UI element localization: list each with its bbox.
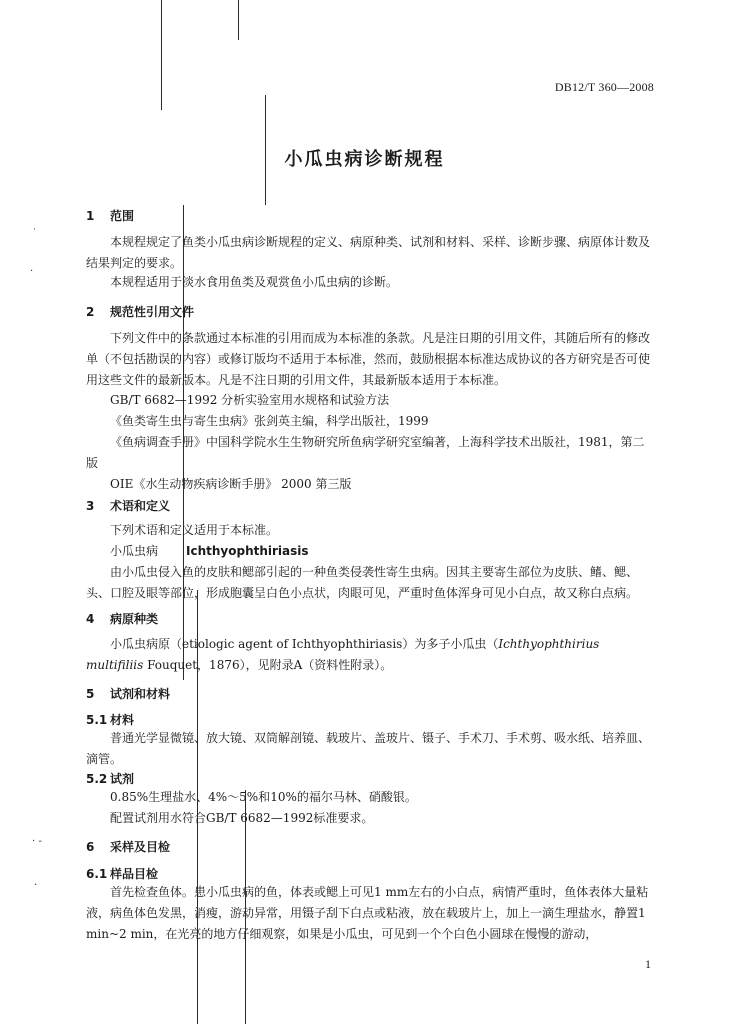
scan-speck: · - xyxy=(32,836,42,847)
section-number: 4 xyxy=(86,612,95,626)
subsection-number: 5.1 xyxy=(86,713,108,727)
subsection-number: 5.2 xyxy=(86,772,108,786)
section-title: 试剂和材料 xyxy=(110,687,171,701)
species-name: Ichthyophthirius multifiliis xyxy=(86,637,600,672)
section-2-paragraph-1: 下列文件中的条款通过本标准的引用而成为本标准的条款。凡是注日期的引用文件，其随后所有的修改单（不包括勘误的内容）或修订版均不适用于本标准，然而，鼓励根据本标准达成协议的各方研究是否可使用这些文件的最新版本。凡是不注日期的引用文件，其最新版本适用于本标准。 xyxy=(86,331,651,387)
subsection-title: 样品目检 xyxy=(110,867,159,881)
scan-speck: ˙ xyxy=(32,228,37,239)
section-number: 5 xyxy=(86,687,95,701)
section-5-2-paragraph-1: 0.85%生理盐水、4%～5%和10%的福尔马林、硝酸银。 xyxy=(110,790,417,804)
scan-speck: · xyxy=(34,880,38,891)
reference-item: OIE《水生动物疾病诊断手册》 2000 第三版 xyxy=(110,477,352,491)
term-english: Ichthyophthiriasis xyxy=(186,544,309,558)
section-1-heading xyxy=(86,207,134,224)
section-3-paragraph-1: 下列术语和定义适用于本标准。 xyxy=(110,523,279,537)
section-number: 6 xyxy=(86,840,95,854)
subsection-title: 材料 xyxy=(110,713,135,727)
section-5-heading xyxy=(86,685,170,702)
section-3-heading xyxy=(86,497,170,514)
section-title: 规范性引用文件 xyxy=(110,305,195,319)
document-title: 小瓜虫病诊断规程 xyxy=(284,149,445,170)
section-3-paragraph-2: 由小瓜虫侵入鱼的皮肤和鳃部引起的一种鱼类侵袭性寄生虫病。因其主要寄生部位为皮肤、鳍、鳃、头、口腔及眼等部位，形成胞囊呈白色小点状，肉眼可见，严重时鱼体浑身可见小白点，故又称白点病。 xyxy=(86,565,639,600)
document-code: DB12/T 360—2008 xyxy=(554,80,654,94)
section-5-2-heading xyxy=(86,770,134,787)
section-title: 病原种类 xyxy=(110,612,159,626)
scan-line xyxy=(161,0,162,110)
section-1-paragraph-2: 本规程适用于淡水食用鱼类及观赏鱼小瓜虫病的诊断。 xyxy=(110,275,399,289)
section-6-heading xyxy=(86,838,170,855)
pathogen-text-cont: Fouquet，1876），见附录A（资料性附录）。 xyxy=(143,658,393,672)
section-1-paragraph-1: 本规程规定了鱼类小瓜虫病诊断规程的定义、病原种类、试剂和材料、采样、诊断步骤、病原体计数及结果判定的要求。 xyxy=(86,235,651,270)
section-5-2-paragraph-2: 配置试剂用水符合GB/T 6682—1992标准要求。 xyxy=(110,811,374,825)
section-title: 范围 xyxy=(110,209,135,223)
section-2-heading xyxy=(86,303,194,320)
section-number: 2 xyxy=(86,305,95,319)
reference-item: GB/T 6682—1992 分析实验室用水规格和试验方法 xyxy=(110,393,390,407)
page-number: 1 xyxy=(645,957,651,971)
section-6-1-paragraph: 首先检查鱼体。患小瓜虫病的鱼，体表或鳃上可见1 mm左右的小白点，病情严重时，鱼体表体大量粘液，病鱼体色发黑，消瘦，游动异常，用镊子刮下白点或粘液，放在载玻片上，加上一滴生理盐水，静置1 min~2 min，在光亮的地方仔细观察，如果是小瓜虫，可见到一个个白色小圆球在慢慢的游动， xyxy=(86,885,649,941)
reference-item: 《鱼类寄生虫与寄生虫病》张剑英主编，科学出版社，1999 xyxy=(110,414,429,428)
section-number: 1 xyxy=(86,209,95,223)
term-chinese: 小瓜虫病 xyxy=(110,544,159,558)
scan-speck: · xyxy=(30,266,34,277)
pathogen-text: 小瓜虫病原（etiologic agent of Ichthyophthiriasis）为多子小瓜虫（ xyxy=(110,637,499,651)
subsection-number: 6.1 xyxy=(86,867,108,881)
term-entry xyxy=(86,541,654,562)
section-title: 采样及目检 xyxy=(110,840,171,854)
scan-line xyxy=(238,0,239,40)
section-5-1-heading xyxy=(86,711,134,728)
section-4-paragraph-1 xyxy=(86,634,654,676)
subsection-title: 试剂 xyxy=(110,772,135,786)
section-number: 3 xyxy=(86,499,95,513)
section-5-1-paragraph: 普通光学显微镜、放大镜、双筒解剖镜、载玻片、盖玻片、镊子、手术刀、手术剪、吸水纸、培养皿、滴管。 xyxy=(86,731,651,766)
section-4-heading xyxy=(86,610,158,627)
section-title: 术语和定义 xyxy=(110,499,171,513)
section-6-1-heading xyxy=(86,865,158,882)
reference-item: 《鱼病调查手册》中国科学院水生生物研究所鱼病学研究室编著，上海科学技术出版社，1981，第二版 xyxy=(86,435,645,470)
